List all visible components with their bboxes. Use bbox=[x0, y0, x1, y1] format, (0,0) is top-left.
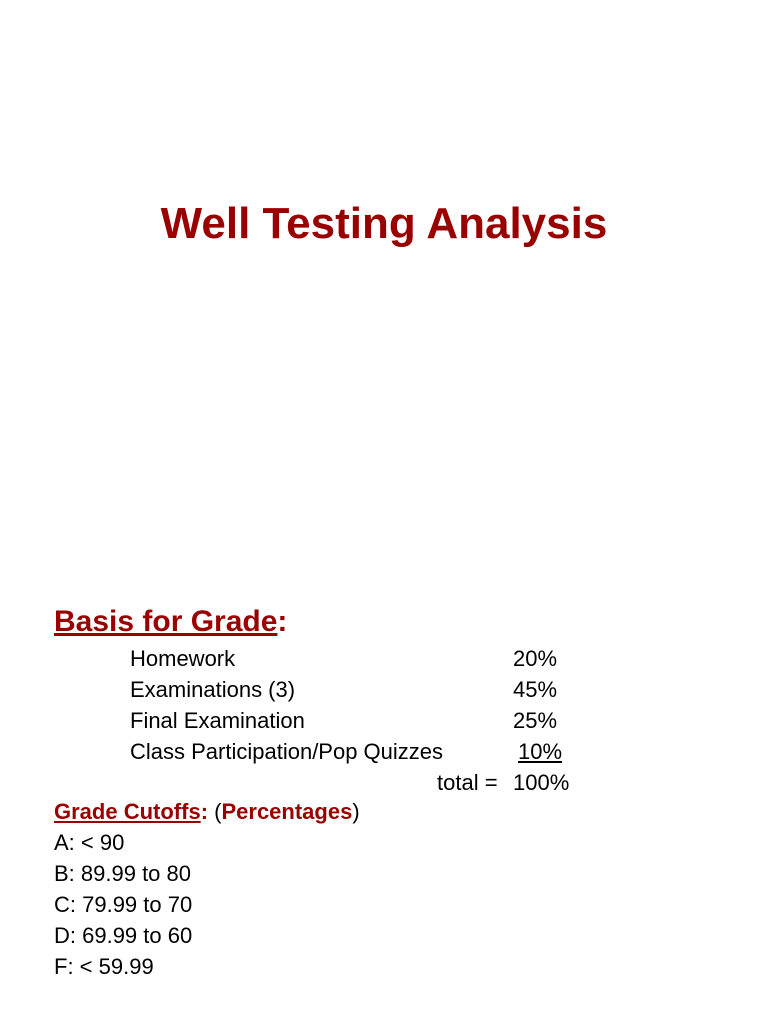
cutoffs-paren-open: ( bbox=[214, 799, 222, 824]
grade-item-value: 25% bbox=[513, 708, 558, 733]
basis-heading-text: Basis for Grade bbox=[54, 605, 278, 638]
grade-total-label: total = bbox=[437, 770, 498, 795]
cutoffs-paren-label: Percentages bbox=[221, 799, 353, 824]
basis-heading bbox=[54, 602, 287, 642]
grade-item-value: 45% bbox=[513, 677, 558, 702]
grade-item-label: Homework bbox=[130, 646, 236, 671]
basis-heading-colon: : bbox=[277, 605, 288, 638]
page-title: Well Testing Analysis bbox=[160, 199, 608, 248]
grade-item-label: Class Participation/Pop Quizzes bbox=[130, 739, 444, 764]
grade-item-label: Final Examination bbox=[130, 708, 305, 733]
cutoffs-heading bbox=[54, 796, 360, 827]
cutoff-item: B: 89.99 to 80 bbox=[54, 861, 191, 886]
cutoffs-list bbox=[54, 827, 192, 982]
cutoff-item: F: < 59.99 bbox=[54, 954, 154, 979]
grade-item-value: 10% bbox=[518, 739, 563, 764]
grade-item-value: 20% bbox=[513, 646, 558, 671]
grade-item-label: Examinations (3) bbox=[130, 677, 296, 702]
cutoffs-heading-colon: : bbox=[200, 799, 215, 824]
grade-total-value: 100% bbox=[513, 770, 570, 795]
cutoff-item: D: 69.99 to 60 bbox=[54, 923, 193, 948]
cutoffs-heading-text: Grade Cutoffs bbox=[54, 799, 201, 824]
cutoffs-paren-close: ) bbox=[352, 799, 360, 824]
cutoff-item: C: 79.99 to 70 bbox=[54, 892, 193, 917]
cutoff-item: A: < 90 bbox=[54, 830, 125, 855]
